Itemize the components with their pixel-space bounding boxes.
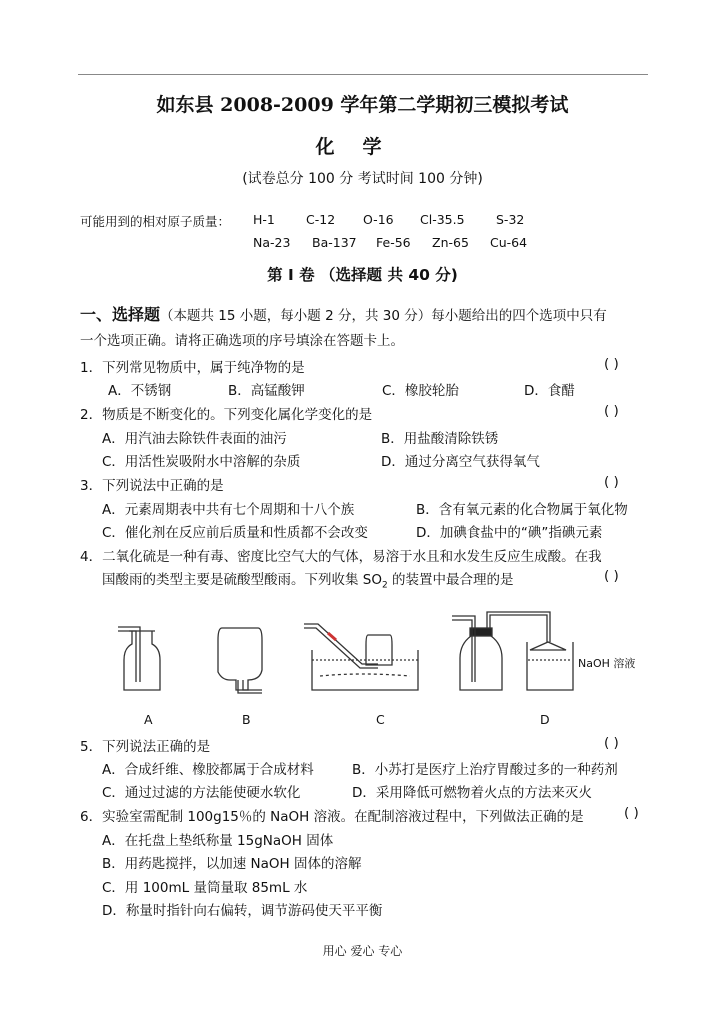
atomic-mass: H-1	[253, 212, 275, 227]
atomic-mass: Cl-35.5	[420, 212, 465, 227]
atomic-mass-label: 可能用到的相对原子质量：	[80, 214, 231, 229]
atomic-mass: Cu-64	[490, 235, 528, 250]
answer-paren: ( )	[604, 474, 619, 490]
atomic-mass: O-16	[363, 212, 394, 227]
option: B．含有氧元素的化合物属于氧化物	[416, 502, 628, 518]
page-footer: 用心 爱心 专心	[322, 944, 403, 958]
option: D．食醋	[524, 383, 575, 399]
option: A．合成纤维、橡胶都属于合成材料	[102, 762, 314, 778]
atomic-mass: Ba-137	[312, 235, 357, 250]
section-title: 第 I 卷 （选择题 共 40 分)	[267, 266, 458, 284]
option: A．不锈钢	[108, 383, 172, 399]
option: C．用 100mL 量筒量取 85mL 水	[102, 880, 308, 896]
question-5-stem: 5．下列说法正确的是	[80, 739, 211, 755]
exam-info: (试卷总分 100 分 考试时间 100 分钟)	[242, 171, 483, 187]
apparatus-b	[218, 628, 262, 693]
atomic-mass: C-12	[306, 212, 336, 227]
apparatus-label-d: D	[540, 712, 550, 727]
answer-paren: ( )	[604, 356, 619, 372]
option: B．用盐酸清除铁锈	[381, 431, 499, 447]
atomic-mass: S-32	[496, 212, 525, 227]
option: C．橡胶轮胎	[382, 383, 459, 399]
option: B．高锰酸钾	[228, 383, 305, 399]
subject-title: 化学	[315, 136, 410, 158]
question-4-stem: 4．二氧化硫是一种有毒、密度比空气大的气体，易溶于水且和水发生反应生成酸。在我	[80, 549, 602, 565]
option: D．通过分离空气获得氧气	[381, 454, 540, 470]
atomic-mass: Zn-65	[432, 235, 469, 250]
part1-desc: （本题共 15 小题，每小题 2 分，共 30 分）每小题给出的四个选项中只有	[160, 308, 607, 324]
apparatus-d	[452, 612, 573, 690]
option: B．小苏打是医疗上治疗胃酸过多的一种药剂	[352, 762, 618, 778]
answer-paren: ( )	[604, 735, 619, 751]
atomic-mass: Na-23	[253, 235, 291, 250]
option: A．元素周期表中共有七个周期和十八个族	[102, 502, 355, 518]
option: A．用汽油去除铁件表面的油污	[102, 431, 287, 447]
question-3-stem: 3．下列说法中正确的是	[80, 478, 224, 494]
exam-title: 如东县 2008-2009 学年第二学期初三模拟考试	[156, 94, 569, 116]
apparatus-label-a: A	[144, 712, 153, 727]
answer-paren: ( )	[624, 805, 639, 821]
option: D．称量时指针向右偏转，调节游码使天平平衡	[102, 903, 383, 919]
answer-paren: ( )	[604, 403, 619, 419]
option: D．加碘食盐中的“碘”指碘元素	[416, 525, 603, 541]
apparatus-c	[304, 624, 418, 690]
naoh-label: NaOH 溶液	[578, 657, 636, 670]
option: C．催化剂在反应前后质量和性质都不会改变	[102, 525, 368, 541]
option: C．通过过滤的方法能使硬水软化	[102, 785, 301, 801]
question-6-stem: 6．实验室需配制 100g15％的 NaOH 溶液。在配制溶液过程中，下列做法正确的是	[80, 809, 584, 825]
apparatus-label-b: B	[242, 712, 251, 727]
question-2-stem: 2．物质是不断变化的。下列变化属化学变化的是	[80, 407, 373, 423]
subscript: 2	[382, 580, 388, 591]
option: B．用药匙搅拌，以加速 NaOH 固体的溶解	[102, 856, 362, 872]
stem-text: 国酸雨的类型主要是硫酸型酸雨。下列收集 SO	[102, 572, 382, 588]
question-1-stem: 1．下列常见物质中，属于纯净物的是	[80, 360, 305, 376]
apparatus-a	[118, 627, 160, 690]
atomic-mass: Fe-56	[376, 235, 411, 250]
stem-text: 的装置中最合理的是	[387, 572, 514, 588]
part1-desc-2: 一个选项正确。请将正确选项的序号填涂在答题卡上。	[80, 333, 404, 349]
option: D．采用降低可燃物着火点的方法来灭火	[352, 785, 592, 801]
apparatus-label-c: C	[376, 712, 385, 727]
part1-heading: 一、选择题	[80, 305, 161, 324]
option: C．用活性炭吸附水中溶解的杂质	[102, 454, 301, 470]
answer-paren: ( )	[604, 568, 619, 584]
option: A．在托盘上垫纸称量 15gNaOH 固体	[102, 833, 334, 849]
